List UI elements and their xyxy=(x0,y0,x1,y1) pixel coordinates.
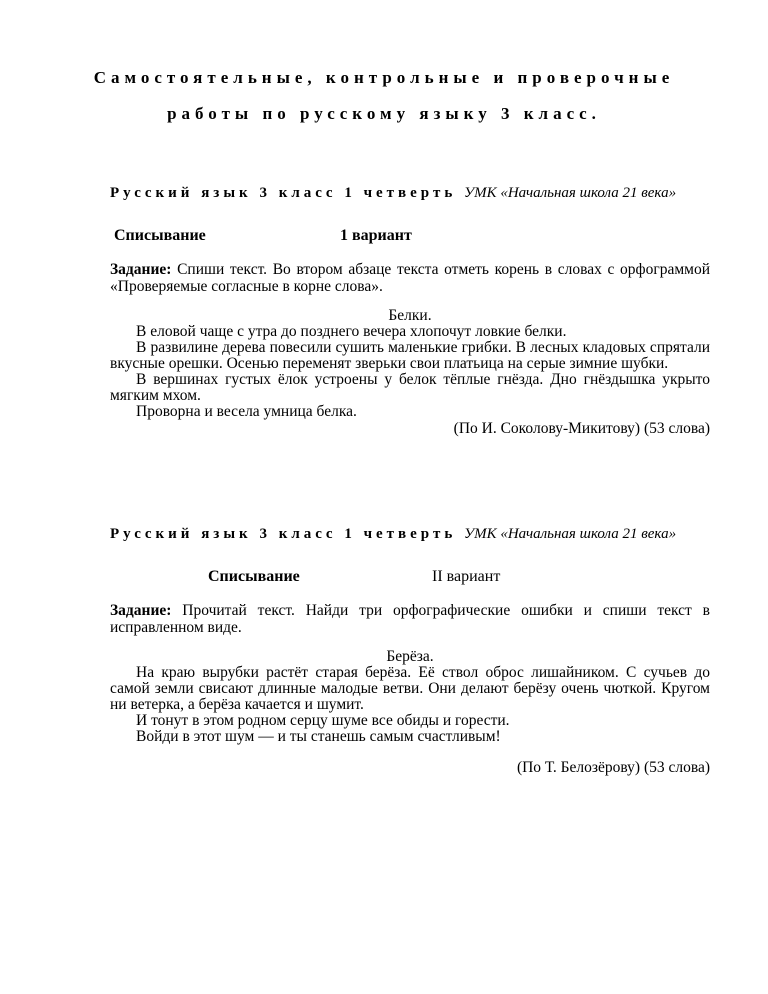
task-label: Задание: xyxy=(110,602,172,619)
task-label: Задание: xyxy=(110,261,172,278)
text-paragraph: Войди в этот шум — и ты станешь самым счастливым! xyxy=(136,728,501,745)
text-paragraph: И тонут в этом родном серцу шуме все обиды и горести. xyxy=(136,712,510,729)
text-paragraph: В вершинах густых ёлок устроены у белок тёплые гнёзда. Дно гнёздышка укрыто мягким мхом. xyxy=(110,371,710,404)
text-paragraph: На краю вырубки растёт старая берёза. Её ствол оброс лишайником. С сучьев до самой земли свисают длинные малодые ветви. Они делают берёзу очень чюткой. Кругом ни ветерка, а берёза качается и шумит. xyxy=(110,664,710,713)
document-title-line2: работы по русскому языку 3 класс. xyxy=(167,104,601,123)
text-title: Белки. xyxy=(388,307,432,324)
work-type-row xyxy=(110,227,710,249)
section-variant-2 xyxy=(110,527,710,777)
text-paragraph: Проворна и весела умница белка. xyxy=(136,403,357,420)
section-subject: Русский язык 3 класс 1 четверть xyxy=(110,185,465,201)
variant-label: II вариант xyxy=(432,568,501,585)
section-header xyxy=(110,527,710,542)
work-type-row xyxy=(110,568,710,590)
task-text: Спиши текст. Во втором абзаце текста отметь корень в словах с орфограммой «Проверяемые согласные в корне слова». xyxy=(110,261,710,295)
section-variant-1 xyxy=(110,186,710,438)
text-paragraph: В развилине дерева повесили сушить маленькие грибки. В лесных кладовых спрятали вкусные орешки. Осенью переменят зверьки свои платьица на серые зимние шубки. xyxy=(110,339,710,372)
text-title: Берёза. xyxy=(386,648,434,665)
task-instruction xyxy=(110,602,710,636)
variant-label: 1 вариант xyxy=(340,227,412,244)
text-source: (По Т. Белозёрову) (53 слова) xyxy=(516,759,710,776)
section-subject: Русский язык 3 класс 1 четверть xyxy=(110,526,465,542)
document-title-line1: Самостоятельные, контрольные и проверочные xyxy=(93,68,675,87)
work-type: Списывание xyxy=(208,568,300,585)
section-umk: УМК «Начальная школа 21 века» xyxy=(464,526,677,542)
task-instruction xyxy=(110,261,710,295)
text-paragraph: В еловой чаще с утра до позднего вечера хлопочут ловкие белки. xyxy=(136,323,567,340)
work-type: Списывание xyxy=(114,227,206,244)
section-umk: УМК «Начальная школа 21 века» xyxy=(464,185,677,201)
task-text: Прочитай текст. Найди три орфографические ошибки и спиши текст в исправленном виде. xyxy=(110,602,710,636)
section-header xyxy=(110,186,710,201)
text-source: (По И. Соколову-Микитову) (53 слова) xyxy=(453,420,710,437)
